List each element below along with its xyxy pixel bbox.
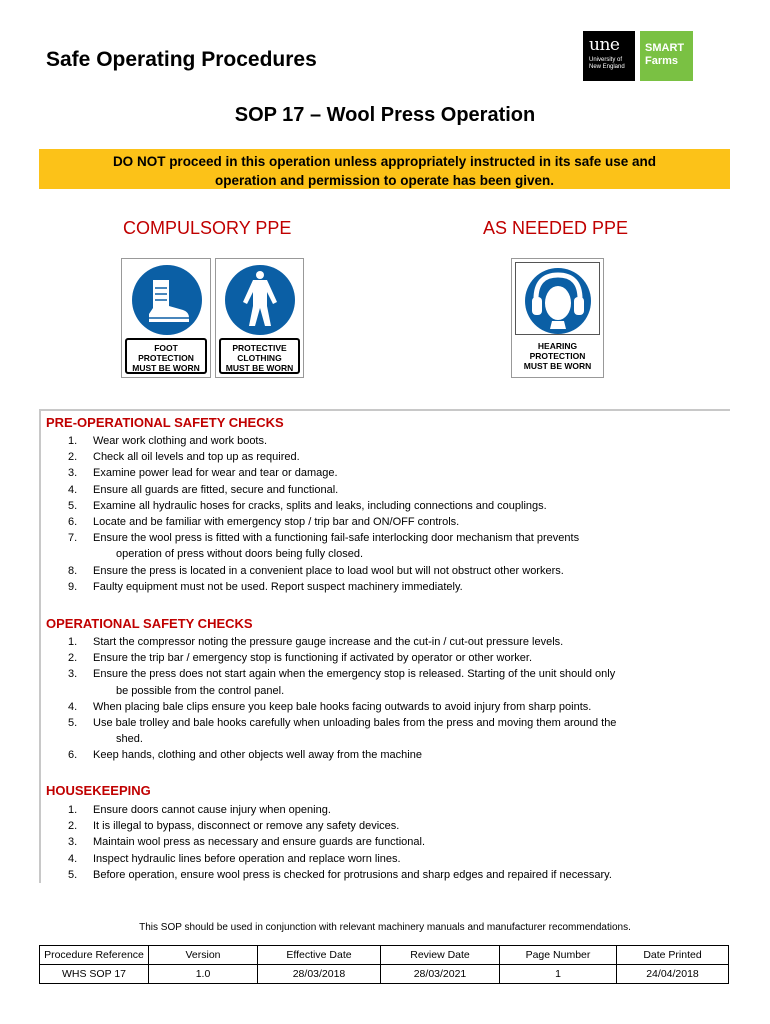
item-text: Maintain wool press as necessary and ensure guards are functional.	[93, 836, 426, 849]
pre-operational-heading: PRE-OPERATIONAL SAFETY CHECKS	[46, 415, 284, 430]
sop-title: SOP 17 – Wool Press Operation	[234, 104, 536, 126]
list-item	[46, 579, 726, 595]
item-text-continued: operation of press without doors being fully closed.	[116, 548, 364, 561]
item-number: 6.	[68, 749, 78, 762]
warning-line1-rest: proceed in this operation unless appropriately instructed in its safe use and	[165, 154, 657, 169]
item-text: Locate and be familiar with emergency stop / trip bar and ON/OFF controls.	[93, 516, 460, 529]
sign-caption-line: PROTECTION	[529, 351, 586, 361]
table-header-cell: Date Printed	[617, 946, 729, 965]
table-header-cell: Version	[149, 946, 258, 965]
table-row	[40, 965, 729, 984]
item-number: 1.	[68, 435, 78, 447]
sign-caption-line: MUST BE WORN	[225, 363, 294, 373]
item-text: Check all oil levels and top up as required.	[93, 451, 300, 464]
foot-protection-sign	[121, 258, 211, 378]
item-text: Examine all hydraulic hoses for cracks, splits and leaks, including connections and couplings.	[93, 499, 547, 512]
item-number: 4.	[68, 852, 78, 865]
smart-farms-logo-line1: SMART	[645, 42, 685, 54]
item-number: 7.	[68, 532, 78, 545]
item-text: Before operation, ensure wool press is checked for protrusions and sharp edges and repaired if necessary.	[93, 868, 612, 881]
protective-clothing-sign	[215, 258, 304, 378]
list-item	[46, 650, 726, 666]
sign-caption-line: HEARING	[537, 341, 578, 351]
item-number: 5.	[68, 499, 78, 512]
table-header-cell: Effective Date	[258, 946, 381, 965]
item-number: 9.	[68, 580, 78, 593]
sign-caption	[219, 338, 300, 374]
item-number: 1.	[68, 636, 78, 648]
operational-heading: OPERATIONAL SAFETY CHECKS	[46, 616, 253, 631]
item-number: 1.	[68, 804, 78, 816]
item-number: 2.	[68, 652, 78, 665]
list-item	[46, 634, 726, 650]
item-number: 2.	[68, 451, 78, 464]
pre-operational-list	[46, 433, 726, 595]
item-text: Ensure the press is located in a convenient place to load wool but will not obstruct other workers.	[93, 564, 564, 577]
item-text: Faulty equipment must not be used. Report suspect machinery immediately.	[93, 580, 463, 593]
list-item	[46, 498, 726, 514]
compulsory-ppe-heading: COMPULSORY PPE	[123, 218, 292, 238]
list-item	[46, 449, 726, 465]
smart-farms-logo-line2: Farms	[645, 55, 679, 67]
sign-caption	[125, 338, 207, 374]
item-number: 5.	[68, 868, 78, 881]
list-item	[46, 699, 726, 715]
table-cell: WHS SOP 17	[40, 965, 149, 984]
item-number: 6.	[68, 516, 78, 529]
list-item	[46, 530, 726, 562]
sign-caption	[515, 338, 600, 374]
list-item	[46, 747, 726, 763]
item-text: Examine power lead for wear and tear or damage.	[93, 467, 338, 480]
warning-line-2: operation and permission to operate has been given.	[214, 173, 555, 188]
table-cell: 1	[500, 965, 617, 984]
item-number: 8.	[68, 564, 78, 577]
sign-caption-line: MUST BE WORN	[132, 363, 200, 373]
item-text-continued: shed.	[116, 733, 143, 746]
list-item	[46, 851, 726, 867]
item-number: 2.	[68, 820, 78, 833]
item-text: Ensure doors cannot cause injury when opening.	[93, 804, 331, 816]
item-text: It is illegal to bypass, disconnect or remove any safety devices.	[93, 820, 400, 833]
table-cell: 1.0	[149, 965, 258, 984]
list-item	[46, 514, 726, 530]
list-item	[46, 818, 726, 834]
item-text: When placing bale clips ensure you keep bale hooks facing outwards to avoid injury from sharp points.	[93, 700, 592, 713]
item-text: Start the compressor noting the pressure gauge increase and the cut-in / cut-out pressure levels.	[93, 636, 564, 648]
list-item	[46, 465, 726, 481]
list-item	[46, 834, 726, 850]
table-header-cell: Page Number	[500, 946, 617, 965]
item-text: Use bale trolley and bale hooks carefully when unloading bales from the press and moving them around the	[93, 717, 617, 730]
warning-banner	[39, 149, 730, 189]
item-text: Ensure the trip bar / emergency stop is functioning if activated by operator or other worker.	[93, 652, 533, 665]
item-text: Ensure all guards are fitted, secure and functional.	[93, 483, 339, 496]
table-cell: 28/03/2021	[381, 965, 500, 984]
document-info-table	[39, 945, 729, 984]
item-text: Inspect hydraulic lines before operation and replace worn lines.	[93, 852, 401, 865]
item-text-continued: be possible from the control panel.	[116, 684, 285, 697]
housekeeping-list	[46, 802, 726, 883]
list-item	[46, 802, 726, 818]
item-number: 3.	[68, 836, 78, 849]
list-item	[46, 666, 726, 698]
warning-lead: DO NOT	[112, 154, 166, 169]
table-row	[40, 946, 729, 965]
item-number: 3.	[68, 467, 78, 480]
warning-line-1	[39, 152, 730, 171]
earmuffs-icon	[516, 263, 601, 338]
list-item	[46, 563, 726, 579]
boot-icon	[125, 262, 209, 337]
table-cell: 28/03/2018	[258, 965, 381, 984]
overalls-icon	[219, 262, 302, 337]
une-logo	[583, 31, 635, 81]
une-logo-subtext: University of New England	[589, 57, 625, 70]
item-text: Ensure the press does not start again when the emergency stop is released. Starting of the unit should only	[93, 668, 616, 681]
as-needed-ppe-heading: AS NEEDED PPE	[483, 218, 629, 238]
table-cell: 24/04/2018	[617, 965, 729, 984]
table-header-cell: Review Date	[381, 946, 500, 965]
housekeeping-heading: HOUSEKEEPING	[46, 783, 151, 798]
item-number: 3.	[68, 668, 78, 681]
item-text: Keep hands, clothing and other objects well away from the machine	[93, 749, 422, 762]
item-number: 5.	[68, 717, 78, 730]
operational-list	[46, 634, 726, 764]
list-item	[46, 867, 726, 883]
item-number: 4.	[68, 700, 78, 713]
sign-caption-line: PROTECTIVE	[232, 343, 287, 353]
item-number: 4.	[68, 483, 78, 496]
sign-caption-line: MUST BE WORN	[523, 361, 592, 371]
item-text: Ensure the wool press is fitted with a functioning fail-safe interlocking door mechanism that prevents	[93, 532, 580, 545]
sign-caption-line: PROTECTION	[138, 353, 194, 363]
list-item	[46, 482, 726, 498]
list-item	[46, 715, 726, 747]
table-header-cell: Procedure Reference	[40, 946, 149, 965]
smart-farms-logo	[640, 31, 693, 81]
sign-caption-line: FOOT	[154, 343, 178, 353]
item-text: Wear work clothing and work boots.	[93, 435, 268, 447]
document-title: Safe Operating Procedures	[46, 48, 317, 71]
une-logo-text: une	[589, 35, 620, 55]
sign-caption-line: CLOTHING	[237, 353, 282, 363]
footer-note: This SOP should be used in conjunction with relevant machinery manuals and manufacturer recommendations.	[139, 922, 631, 933]
hearing-protection-sign	[511, 258, 604, 378]
list-item	[46, 433, 726, 449]
